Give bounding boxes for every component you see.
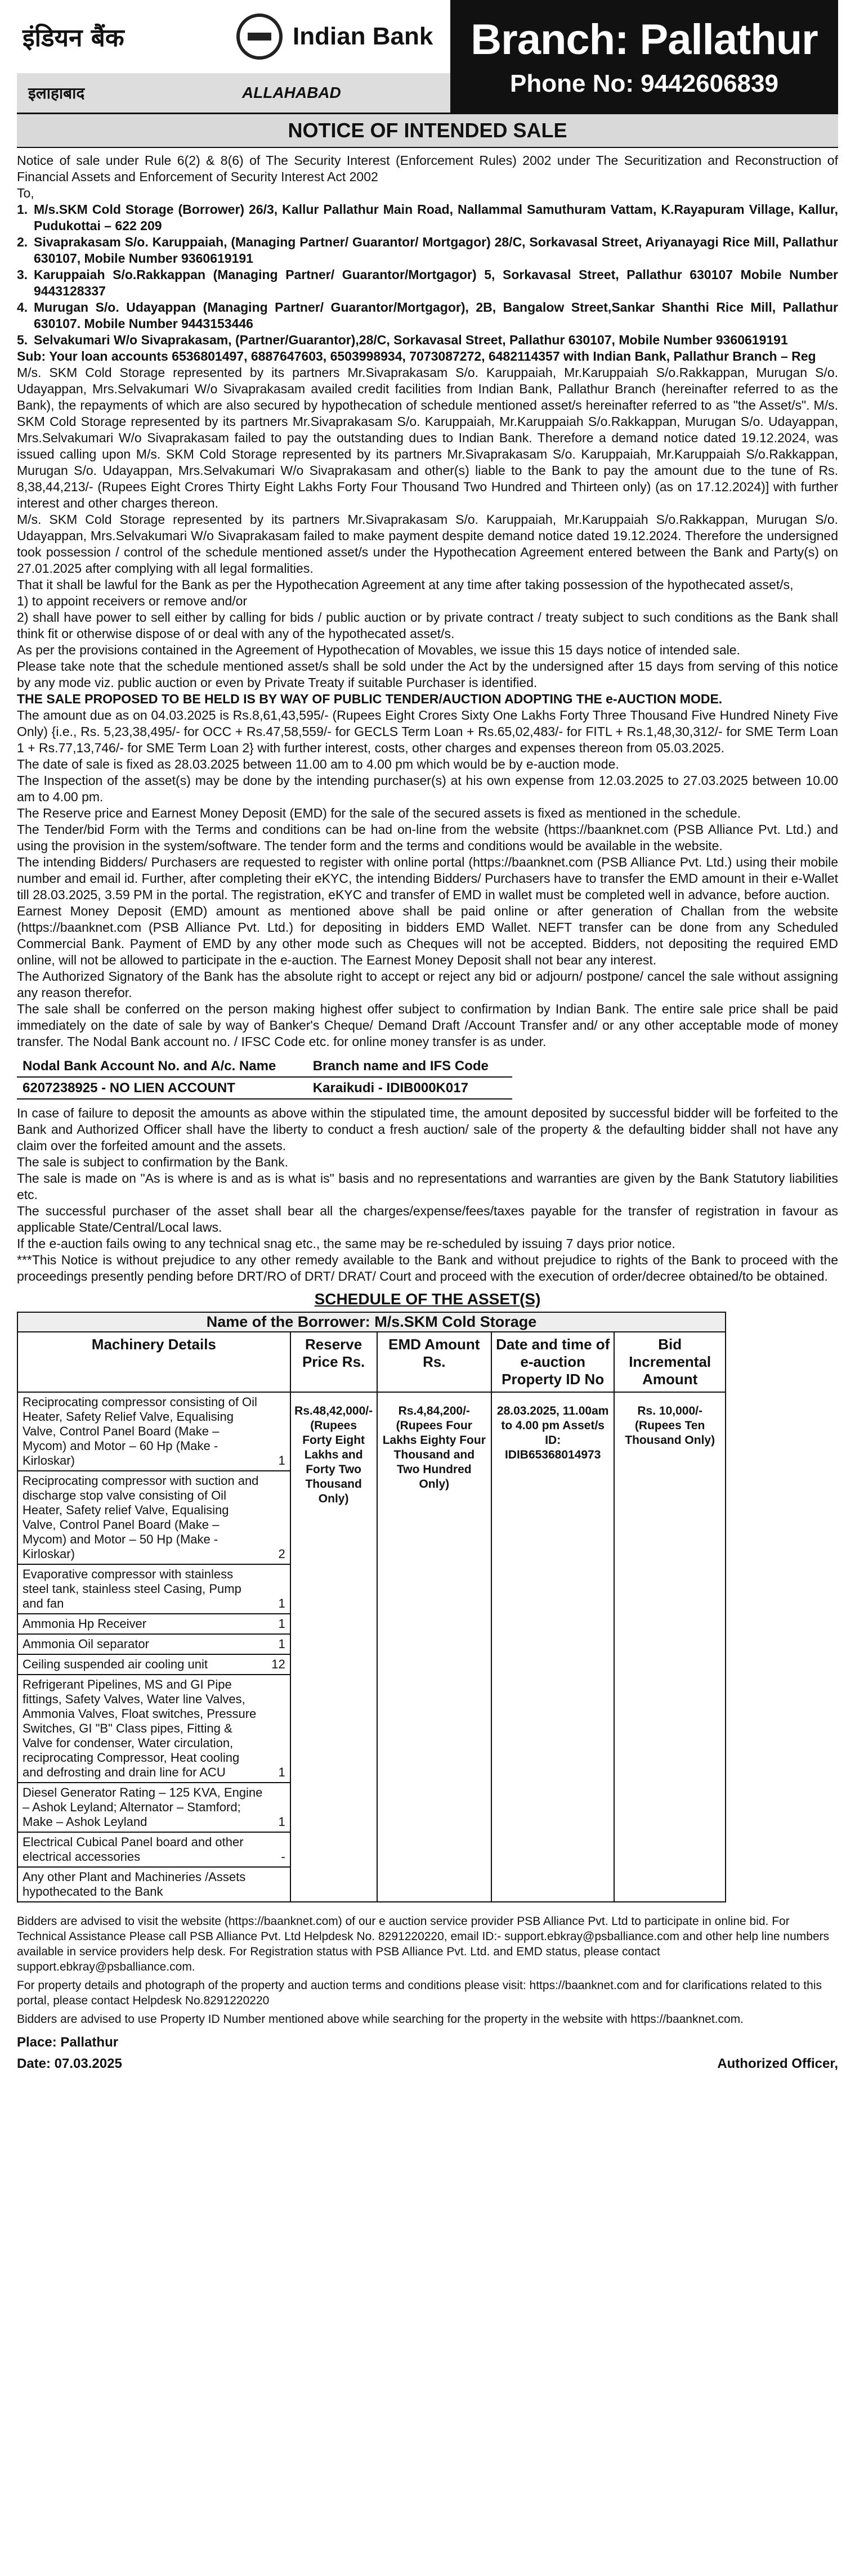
col-reserve: Reserve Price Rs. [290,1332,377,1392]
paragraph: The sale shall be conferred on the person making highest offer subject to confirmation by Indian Bank. The entire sale price shall be paid immediately on the date of sale by way of Banker's Cheque/ Demand Draft /Account Transfer and/ or any other acceptable mode of money transfer. The Nodal Bank account no. / IFSC Code etc. for online money transfer is as under. [17,1002,838,1049]
paragraph: The sale is subject to confirmation by the Bank. [17,1155,288,1169]
machinery-description: Refrigerant Pipelines, MS and GI Pipe fittings, Safety Valves, Water line Valves, Ammonia Valves, Float switches, Pressure Switches, GI "B" Class pipes, Fitting & Valve for condenser, Water circulation, reciprocating Compressor, Heat cooling and defrosting and drain line for ACU [23,1677,257,1779]
sub-hindi: इलाहाबाद [28,84,85,102]
paragraph: Earnest Money Deposit (EMD) amount as mentioned above shall be paid online or after generation of Challan from the website (https://baanknet.com (PSB Alliance Pvt. Ltd.) for depositing in bidders EMD Wallet. NEFT transfer can be done from any Scheduled Commercial Bank. Payment of EMD by any other mode such as Cheques will not be accepted. Bidders, not depositing the required EMD online, will not be allowed to participate in the e-auction. The Earnest Money Deposit shall not bear any interest. [17,904,838,967]
subject: Sub: Your loan accounts 6536801497, 6887647603, 6503998934, 7073087272, 6482114357 with Indian Bank, Pallathur Branch – Reg [17,349,816,363]
paragraph: M/s. SKM Cold Storage represented by its partners Mr.Sivaprakasam S/o. Karuppaiah, Mr.Karuppaiah S/o.Rakkappan, Murugan S/o. Udayappan, Mrs.Selvakumari W/o Sivaprakasam availed credit facilities from Indian Bank, Pallathur Branch (hereinafter referred to as the Bank), the repayments of which are also secured by hypothecation of schedule mentioned asset/s hereinafter referred to as "the Asset/s". M/s. SKM Cold Storage represented by its partners Mr.Sivaprakasam S/o. Karuppaiah, Mr.Karuppaiah S/o.Rakkappan, Murugan S/o. Udayappan, Mrs.Selvakumari W/o Sivaprakasam failed to pay the outstanding dues to Indian Bank. Therefore a demand notice dated 19.12.2024, was issued calling upon M/s. SKM Cold Storage represented by its partners Mr.Sivaprakasam S/o. Karuppaiah, Mr.Karuppaiah S/o.Rakkappan, Murugan S/o. Udayappan, Mrs.Selvakumari W/o Sivaprakasam and other(s) liable to the Bank to pay the amount due to the tune of Rs. 8,38,44,213/- (Rupees Eight Crores Thirty Eight Lakhs Forty Four Thousand Two Hundred and Thirteen only) (as on 17.12.2024)] with further interest and other charges thereon. [17,365,838,510]
machinery-description: Ammonia Oil separator [23,1637,149,1651]
machinery-description: Ammonia Hp Receiver [23,1617,147,1631]
address-number: 3. [17,267,28,282]
machinery-quantity: 12 [271,1657,285,1671]
body-paragraphs-2 [17,1105,838,1285]
machinery-quantity: 1 [278,1637,285,1651]
paragraph: ***This Notice is without prejudice to any other remedy available to the Bank and without prejudice to rights of the Bank to proceed with the proceedings presently pending before DRT/RO of DRT/ DRAT/ Court and proceed with the execution of order/decree obtained/to be obtained. [17,1253,838,1283]
paragraph: The Reserve price and Earnest Money Deposit (EMD) for the sale of the secured assets is fixed as mentioned in the schedule. [17,806,741,820]
paragraph: That it shall be lawful for the Bank as per the Hypothecation Agreement at any time after taking possession of the hypothecated asset/s, [17,577,794,592]
notice-page [17,0,838,2072]
to-line: To, [17,186,34,200]
bank-logo [236,14,433,60]
bank-logo-block [17,0,450,113]
address-text: M/s.SKM Cold Storage (Borrower) 26/3, Kallur Pallathur Main Road, Nallammal Samuthuram Vattam, K.Rayapuram Village, Kallur, Pudukottai – 622 209 [34,202,838,233]
machinery-item [18,1783,290,1833]
borrower-name: Name of the Borrower: M/s.SKM Cold Storage [17,1312,726,1332]
address-item [17,201,838,234]
machinery-item [18,1393,290,1471]
bid-increment: Rs. 10,000/- (Rupees Ten Thousand Only) [614,1392,726,1902]
logo-english: Indian Bank [293,23,433,50]
machinery-item [18,1471,290,1565]
place: Place: Pallathur [17,2035,119,2050]
paragraph: The Inspection of the asset(s) may be done by the intending purchaser(s) at his own expense from 12.03.2025 to 27.03.2025 between 10.00 am to 4.00 pm. [17,773,838,804]
address-item [17,332,838,348]
machinery-quantity: 1 [278,1765,285,1779]
machinery-description: Reciprocating compressor consisting of Oil Heater, Safety Relief Valve, Equalising Valve, Control Panel Board (Make – Mycom) and Motor – 60 Hp (Make - Kirloskar) [23,1395,257,1467]
notice-body [17,152,838,1285]
machinery-quantity: 1 [278,1453,285,1467]
indian-bank-logo-icon [236,14,283,60]
col-bid: Bid Incremental Amount [614,1332,726,1392]
machinery-description: Ceiling suspended air cooling unit [23,1657,208,1671]
footer-notes [17,1914,838,2027]
logo-hindi: इंडियन बैंक [23,24,124,52]
emd-amount: Rs.4,84,200/- (Rupees Four Lakhs Eighty Four Thousand and Two Hundred Only) [377,1392,492,1902]
machinery-item [18,1565,290,1614]
paragraph: If the e-auction fails owing to any technical snag etc., the same may be re-scheduled by issuing 7 days prior notice. [17,1236,675,1251]
machinery-list [17,1392,290,1902]
machinery-item [18,1833,290,1868]
machinery-description: Reciprocating compressor with suction and discharge stop valve consisting of Oil Heater, Safety relief Valve, Equalising Valve, Control Panel Board (Make – Mycom) and Motor – 50 Hp (Make - Kirloskar) [23,1474,259,1561]
address-text: Karuppaiah S/o.Rakkappan (Managing Partner/ Guarantor/Mortgagor) 5, Sorkavasal Street, Pallathur 630107 Mobile Number 9443128337 [34,267,838,298]
col-date: Date and time of e-auction Property ID No [491,1332,614,1392]
machinery-description: Diesel Generator Rating – 125 KVA, Engine – Ashok Leyland; Alternator – Stamford; Make – Ashok Leyland [23,1785,263,1829]
col-emd: EMD Amount Rs. [377,1332,492,1392]
sub-english: ALLAHABAD [242,84,341,101]
paragraph: In case of failure to deposit the amounts as above within the stipulated time, the amount deposited by successful bidder will be forfeited to the Bank and Authorized Officer shall have the liberty to conduct a fresh auction/ sale of the property & the defaulting bidder shall not have any claim over the forfeited amount and the assets. [17,1106,838,1153]
branch-name: Branch: Pallathur [471,15,818,64]
authorized-officer: Authorized Officer, [717,2056,838,2071]
header [17,0,838,114]
paragraph: 1) to appoint receivers or remove and/or [17,594,248,608]
paragraph: The Authorized Signatory of the Bank has the absolute right to accept or reject any bid or adjourn/ postpone/ cancel the sale without assigning any reason therefor. [17,969,838,1000]
schedule-table [17,1312,726,1902]
schedule-title: SCHEDULE OF THE ASSET(S) [314,1290,541,1308]
paragraph: The amount due as on 04.03.2025 is Rs.8,61,43,595/- (Rupees Eight Crores Sixty One Lakhs Forty Three Thousand Five Hundred Ninety Five Only) {i.e., Rs. 5,23,38,495/- for OCC + Rs.47,58,559/- for GECLS Term Loan + Rs.65,02,483/- for FITL + Rs.1,48,30,312/- for SME Term Loan 1 + Rs.77,13,746/- for SME Term Loan 2} with further interest, costs, other charges and expenses thereon from 05.03.2025. [17,708,838,755]
date: Date: 07.03.2025 [17,2056,122,2071]
machinery-quantity: 2 [278,1547,285,1561]
body-paragraphs [17,365,838,1050]
intro: Notice of sale under Rule 6(2) & 8(6) of The Security Interest (Enforcement Rules) 2002 under The Securitization and Reconstruction of Financial Assets and Enforcement of Security Interest Act 2002 [17,153,838,184]
machinery-quantity: 1 [278,1596,285,1610]
col-machinery: Machinery Details [17,1332,290,1392]
nodal-branch-value: Karaikudi - IDIB000K017 [307,1077,512,1099]
paragraph: Please take note that the schedule mentioned asset/s shall be sold under the Act by the undersigned after 15 days from serving of this notice by any mode viz. public auction or even by Private Treaty if suitable Purchaser is identified. [17,659,838,690]
paragraph: THE SALE PROPOSED TO BE HELD IS BY WAY OF PUBLIC TENDER/AUCTION ADOPTING THE e-AUCTION MODE. [17,692,723,706]
nodal-header-branch: Branch name and IFS Code [307,1056,512,1077]
machinery-quantity: - [281,1850,285,1864]
nodal-header-account: Nodal Bank Account No. and A/c. Name [17,1056,307,1077]
paragraph: As per the provisions contained in the Agreement of Hypothecation of Movables, we issue this 15 days notice of intended sale. [17,643,740,657]
paragraph: M/s. SKM Cold Storage represented by its partners Mr.Sivaprakasam S/o. Karuppaiah, Mr.Karuppaiah S/o.Rakkappan, Murugan S/o. Udayappan, Mrs.Selvakumari W/o Sivaprakasam failed to make payment despite demand notice dated 19.12.2024. Therefore the undersigned took possession / control of the schedule mentioned asset/s under the Hypothecation Agreement entered between the Bank and Party(s) on 27.01.2025 after complying with all legal formalities. [17,512,838,576]
address-number: 4. [17,300,28,315]
machinery-item [18,1675,290,1783]
machinery-item [18,1868,290,1901]
paragraph: The intending Bidders/ Purchasers are requested to register with online portal (https://baanknet.com (PSB Alliance Pvt. Ltd.) using their mobile number and email id. Further, after completing their eKYC, the intending Bidders/ Purchasers have to transfer the EMD amount in their e-Wallet till 28.03.2025, 3.59 PM in the portal. The registration, eKYC and transfer of EMD in wallet must be completed well in advance, before auction. [17,855,838,902]
address-text: Murugan S/o. Udayappan (Managing Partner/ Guarantor/Mortgagor), 2B, Bangalow Street,Sankar Shanthi Rice Mill, Pallathur 630107. Mobile Number 9443153446 [34,300,838,331]
machinery-item [18,1655,290,1675]
paragraph: 2) shall have power to sell either by calling for bids / public auction or by private contract / treaty subject to such conditions as the Bank shall think fit or otherwise dispose of or deal with any of the hypothecated asset/s. [17,610,838,641]
nodal-account-value: 6207238925 - NO LIEN ACCOUNT [17,1077,307,1099]
address-number: 5. [17,333,28,347]
machinery-item [18,1614,290,1635]
address-item [17,234,838,267]
machinery-quantity: 1 [278,1617,285,1631]
branch-phone: Phone No: 9442606839 [510,69,778,97]
branch-block [450,0,838,113]
machinery-quantity: 1 [278,1815,285,1829]
address-item [17,267,838,299]
nodal-account-table [17,1056,512,1099]
notice-title: NOTICE OF INTENDED SALE [17,114,838,148]
footer-note: For property details and photograph of the property and auction terms and conditions please visit: https://baanknet.com and for clarifications related to this portal, please contact Helpdesk No.8291220220 [17,1979,822,2007]
addressee-list [17,201,838,348]
footer-note: Bidders are advised to use Property ID Number mentioned above while searching for the property in the website with https://baanknet.com. [17,2013,744,2026]
machinery-description: Any other Plant and Machineries /Assets hypothecated to the Bank [23,1870,246,1899]
machinery-description: Evaporative compressor with stainless steel tank, stainless steel Casing, Pump and fan [23,1567,241,1610]
paragraph: The date of sale is fixed as 28.03.2025 between 11.00 am to 4.00 pm which would be by e-auction mode. [17,757,619,771]
address-number: 2. [17,235,28,249]
reserve-price: Rs.48,42,000/- (Rupees Forty Eight Lakhs and Forty Two Thousand Only) [290,1392,377,1902]
address-item [17,299,838,332]
address-text: Sivaprakasam S/o. Karuppaiah, (Managing Partner/ Guarantor/ Mortgagor) 28/C, Sorkavasal Street, Ariyanayagi Rice Mill, Pallathur 630107, Mobile Number 9360619191 [34,235,838,266]
machinery-item [18,1635,290,1655]
address-number: 1. [17,202,28,217]
paragraph: The sale is made on "As is where is and as is what is" basis and no representations and warranties are given by the Bank Statutory liabilities etc. [17,1171,838,1202]
auction-date: 28.03.2025, 11.00am to 4.00 pm Asset/s ID: IDIB65368014973 [491,1392,614,1902]
paragraph: The successful purchaser of the asset shall bear all the charges/expense/fees/taxes payable for the transfer of registration in favour as applicable State/Central/Local laws. [17,1204,838,1235]
machinery-description: Electrical Cubical Panel board and other electrical accessories [23,1835,244,1864]
footer-note: Bidders are advised to visit the website (https://baanknet.com) of our e auction service provider PSB Alliance Pvt. Ltd to participate in online bid. For Technical Assistance Please call PSB Alliance Pvt. Ltd Helpdesk No. 8291220220, email ID:- support.ebkray@psballiance.com and other help line numbers available in service providers help desk. For Registration status with PSB Alliance Pvt. Ltd. and EMD status, please contact support.ebkray@psballiance.com. [17,1915,830,1973]
address-text: Selvakumari W/o Sivaprakasam, (Partner/Guarantor),28/C, Sorkavasal Street, Pallathur 630107, Mobile Number 9360619191 [34,333,788,347]
paragraph: The Tender/bid Form with the Terms and conditions can be had on-line from the website (https://baanknet.com (PSB Alliance Pvt. Ltd.) and using the provision in the system/software. The tender form and the terms and conditions would be available in the website. [17,822,838,853]
